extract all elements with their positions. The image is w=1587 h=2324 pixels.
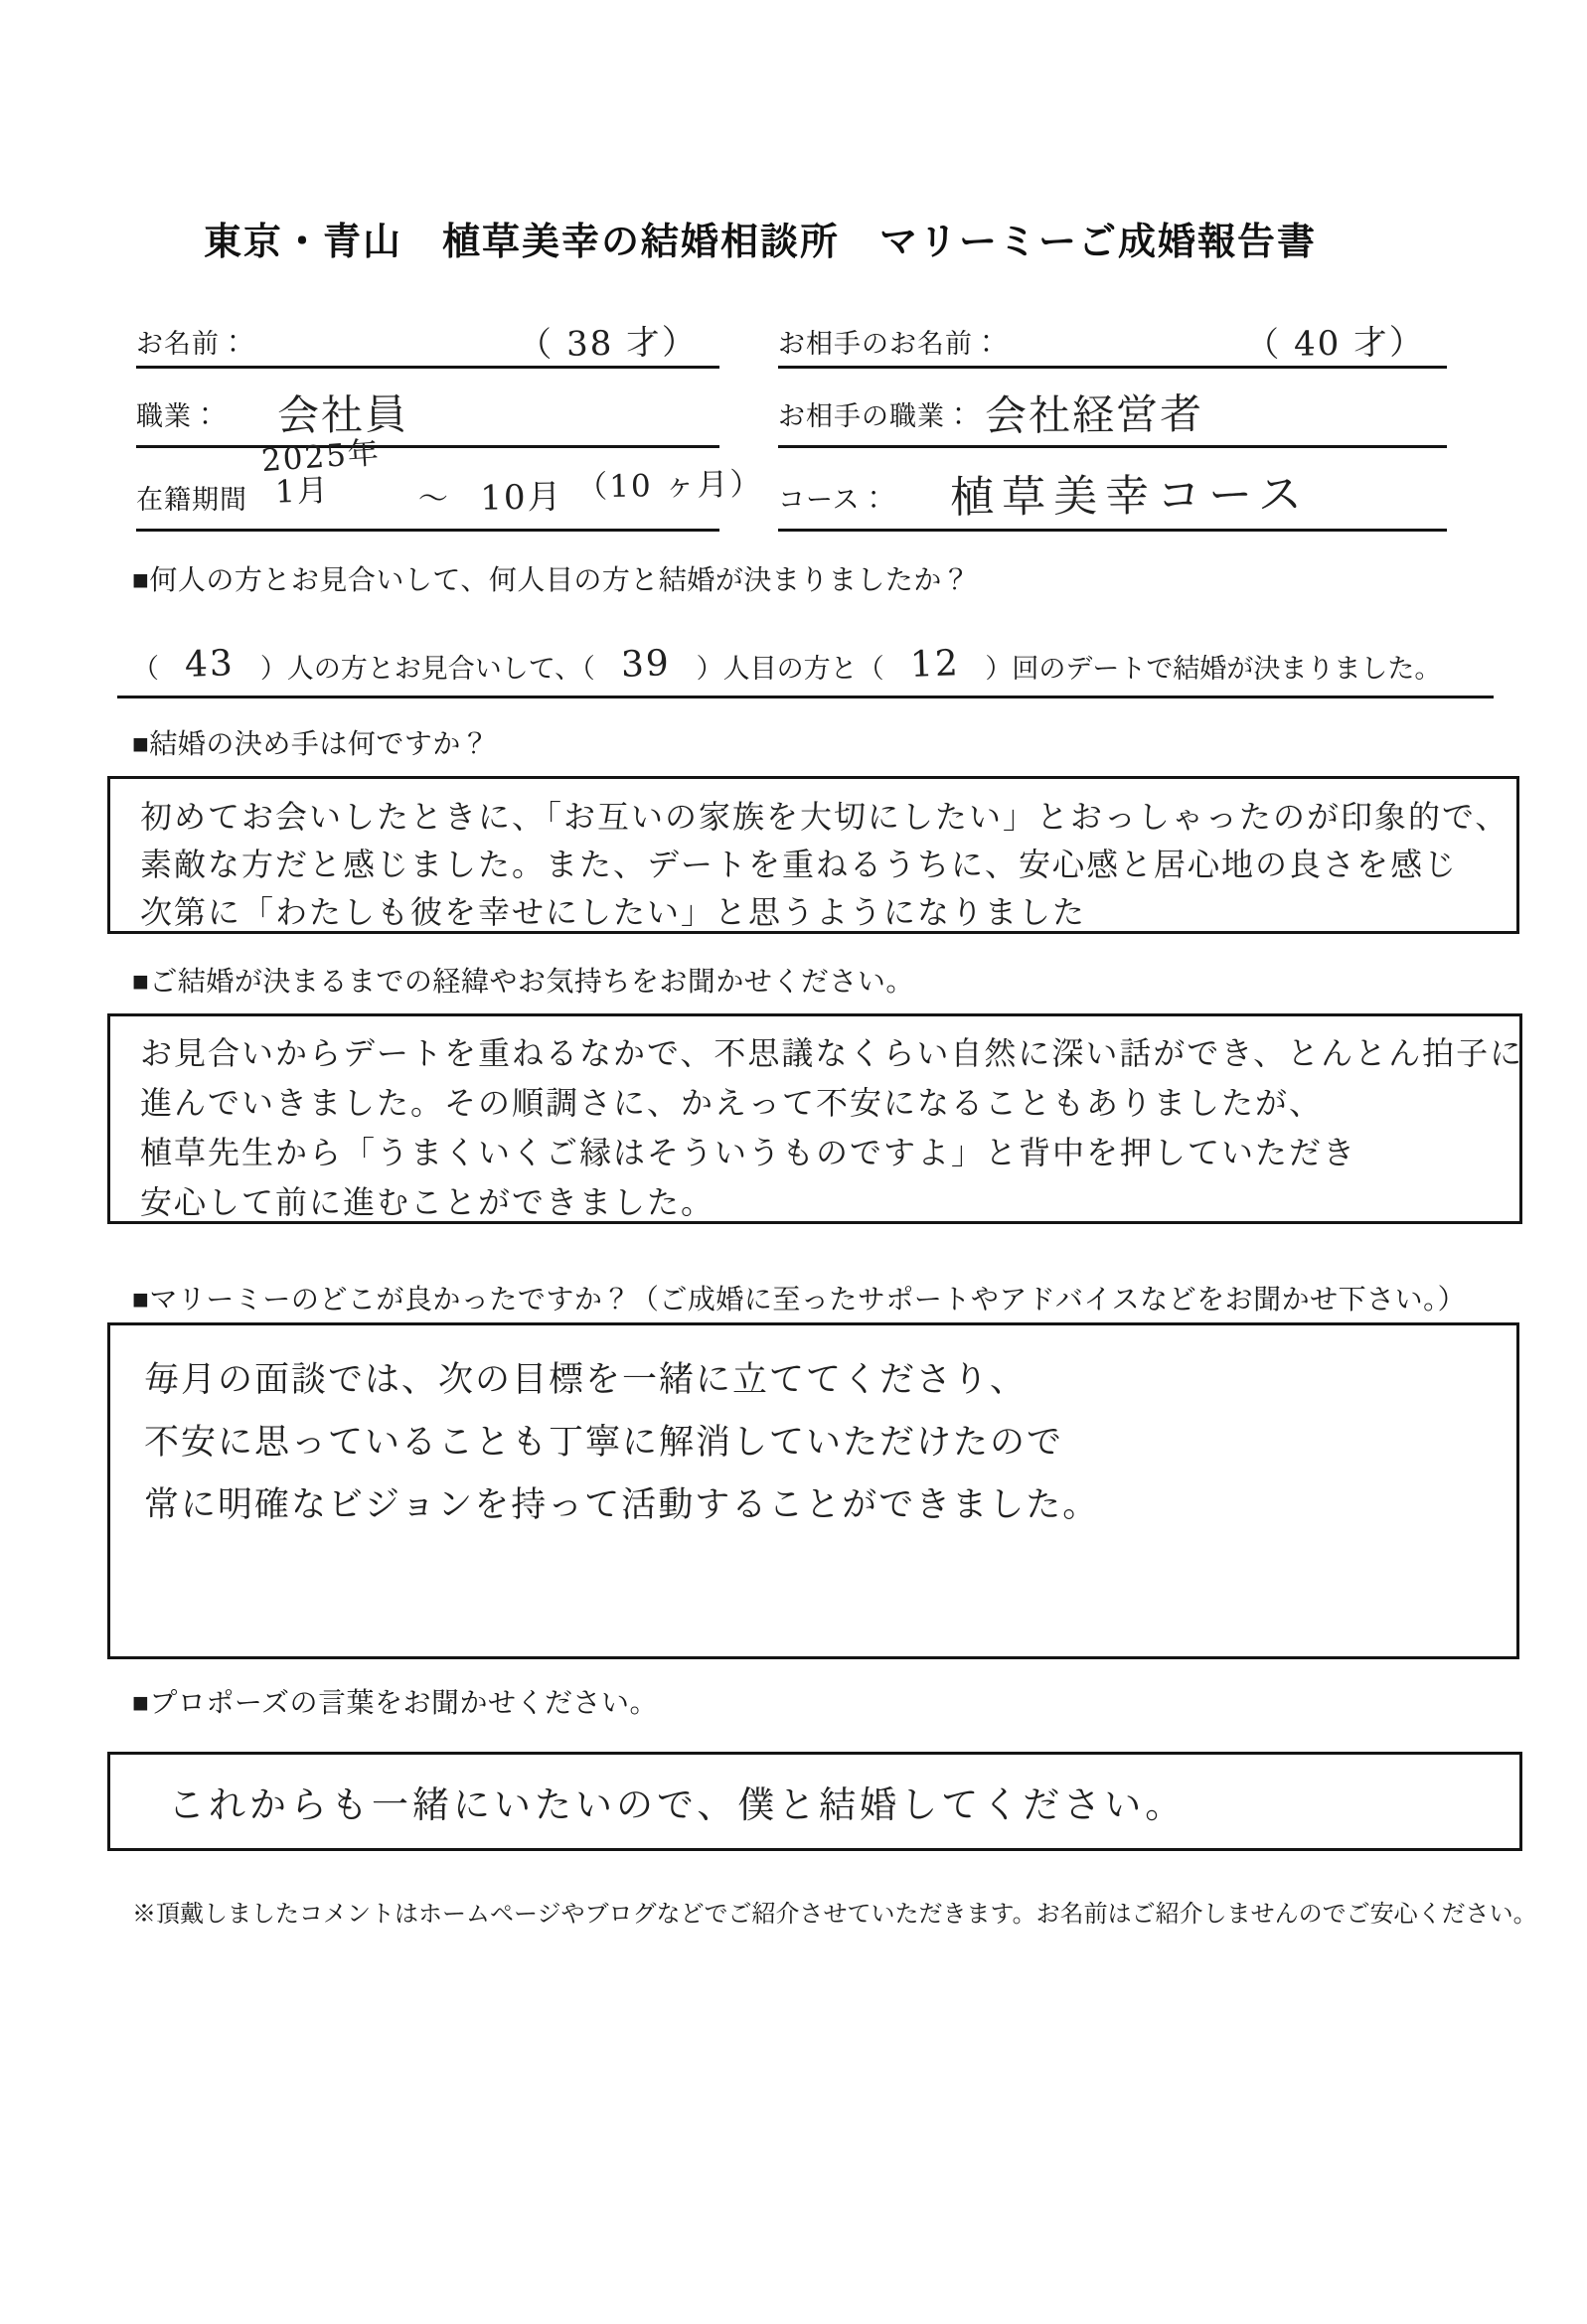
field-partner-name: [778, 298, 1447, 369]
period-duration-handwritten: （10 ヶ月）: [576, 466, 763, 506]
period-start-year: 2025年: [259, 434, 383, 480]
course-handwritten: 植草美幸コース: [949, 469, 1310, 524]
partner-age-handwritten: （ 40 才）: [1244, 322, 1426, 366]
page-title: 東京・青山 植草美幸の結婚相談所 マリーミーご成婚報告書: [204, 222, 1318, 263]
propose-handwritten-line: これからも一緒にいたいので、僕と結婚してください。: [168, 1783, 1187, 1826]
handwritten-line: お見合いからデートを重ねるなかで、不思議なくらい自然に深い話ができ、とんとん拍子に: [140, 1034, 1524, 1072]
name-label: お名前：: [136, 329, 247, 359]
field-occupation: [136, 369, 719, 448]
handwritten-line: 毎月の面談では、次の目標を一緒に立ててくださり、: [144, 1360, 1028, 1400]
period-start-month: 1月: [274, 472, 331, 511]
question-meetings-heading: ■何人の方とお見合いして、何人目の方と結婚が決まりましたか？: [132, 564, 971, 595]
partner-occupation-handwritten: 会社経営者: [984, 389, 1204, 440]
question-decision-heading: ■結婚の決め手は何ですか？: [132, 728, 490, 759]
question-marrymee-heading: ■マリーミーのどこが良かったですか？（ご成婚に至ったサポートやアドバイスなどをお聞かせ下さい。）: [132, 1284, 1467, 1315]
process-comment-box: [107, 1013, 1522, 1224]
occupation-handwritten: 会社員: [276, 389, 409, 440]
answer-segment-2: ）人目の方と（: [696, 654, 884, 684]
partner-occupation-label: お相手の職業：: [778, 401, 973, 431]
answer-segment-3: ）回のデートで結婚が決まりました。: [985, 654, 1442, 684]
meetings-answer-line: [132, 643, 1442, 687]
propose-comment-box: [107, 1752, 1522, 1851]
handwritten-line: 植草先生から「うまくいくご縁はそういうものですよ」と背中を押していただき: [140, 1134, 1357, 1171]
footer-privacy-note: ※頂戴しましたコメントはホームページやブログなどでご紹介させていただきます。お名前はご紹介しませんのでご安心ください。: [132, 1901, 1537, 1928]
num-dates-handwritten: 12: [908, 643, 961, 686]
occupation-label: 職業：: [136, 401, 220, 431]
answer-segment-1: ）人の方とお見合いして、（: [259, 654, 595, 684]
num-person-order-handwritten: 39: [620, 643, 672, 686]
handwritten-line: 進んでいきました。その順調さに、かえって不安になることもありましたが、: [140, 1084, 1324, 1122]
handwritten-line: 安心して前に進むことができました。: [140, 1183, 715, 1221]
name-age-handwritten: （ 38 才）: [517, 322, 699, 366]
handwritten-line: 初めてお会いしたときに、「お互いの家族を大切にしたい」とおっしゃったのが印象的で、: [140, 798, 1509, 836]
handwritten-line: 素敵な方だと感じました。また、デートを重ねるうちに、安心感と居心地の良さを感じ: [140, 846, 1459, 883]
field-name: [136, 298, 719, 369]
field-course: [778, 448, 1447, 532]
answer-underline: [117, 696, 1494, 698]
handwritten-line: 不安に思っていることも丁寧に解消していただけたので: [144, 1423, 1064, 1463]
question-process-heading: ■ご結婚が決まるまでの経緯やお気持ちをお聞かせください。: [132, 966, 914, 997]
period-end-handwritten: 10月: [479, 477, 563, 519]
course-label: コース：: [778, 485, 888, 515]
answer-paren-open-1: （: [132, 654, 159, 684]
field-enrollment-period: [136, 434, 763, 532]
question-propose-heading: ■プロポーズの言葉をお聞かせください。: [132, 1687, 659, 1718]
period-tilde: ～: [417, 483, 448, 516]
marrymee-comment-box: [107, 1322, 1519, 1659]
period-label: 在籍期間: [136, 485, 247, 515]
period-start-handwritten: [259, 434, 383, 511]
decision-comment-box: [107, 776, 1519, 934]
num-people-met-handwritten: 43: [184, 643, 236, 686]
handwritten-line: 次第に「わたしも彼を幸せにしたい」と思うようになりました: [140, 893, 1087, 931]
handwritten-line: 常に明確なビジョンを持って活動することができました。: [144, 1485, 1100, 1525]
partner-name-label: お相手のお名前：: [778, 329, 1001, 359]
field-partner-occupation: [778, 369, 1447, 448]
